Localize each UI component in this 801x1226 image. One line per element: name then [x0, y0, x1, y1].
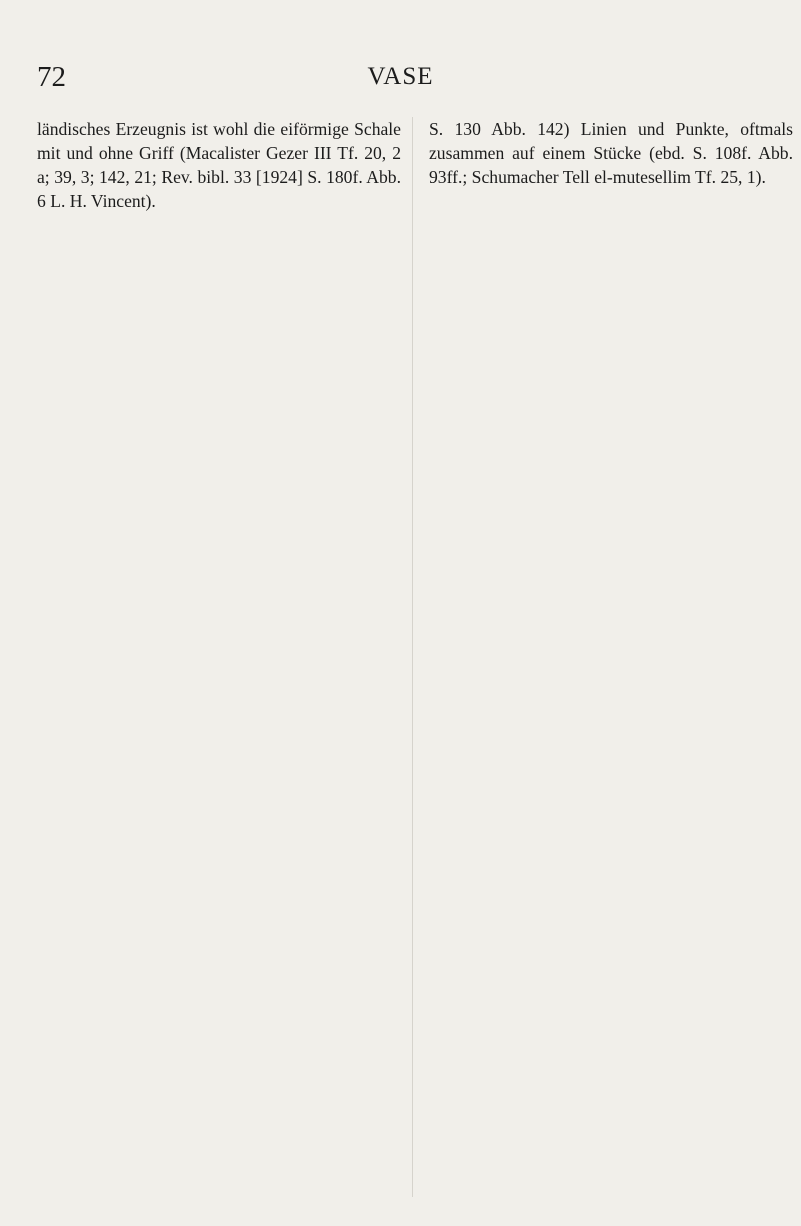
column-divider — [412, 117, 413, 1197]
right-paragraph-1: S. 130 Abb. 142) Linien und Punkte, oftmals zusammen auf einem Stücke (ebd. S. 108f. Abb. 93ff.; Schumacher Tell el-mutesellim Tf. 25, 1). — [429, 119, 793, 188]
right-column — [429, 117, 793, 189]
page-header — [0, 60, 801, 100]
left-paragraph-1: ländisches Erzeugnis ist wohl die eiförmige Schale mit und ohne Griff (Macalister Gezer III Tf. 20, 2 a; 39, 3; 142, 21; Rev. bibl. 33 [1924] S. 180f. Abb. 6 L. H. Vincent). — [37, 119, 401, 212]
left-column — [37, 117, 401, 213]
running-title: VASE — [367, 63, 434, 90]
page-number: 72 — [37, 61, 66, 93]
